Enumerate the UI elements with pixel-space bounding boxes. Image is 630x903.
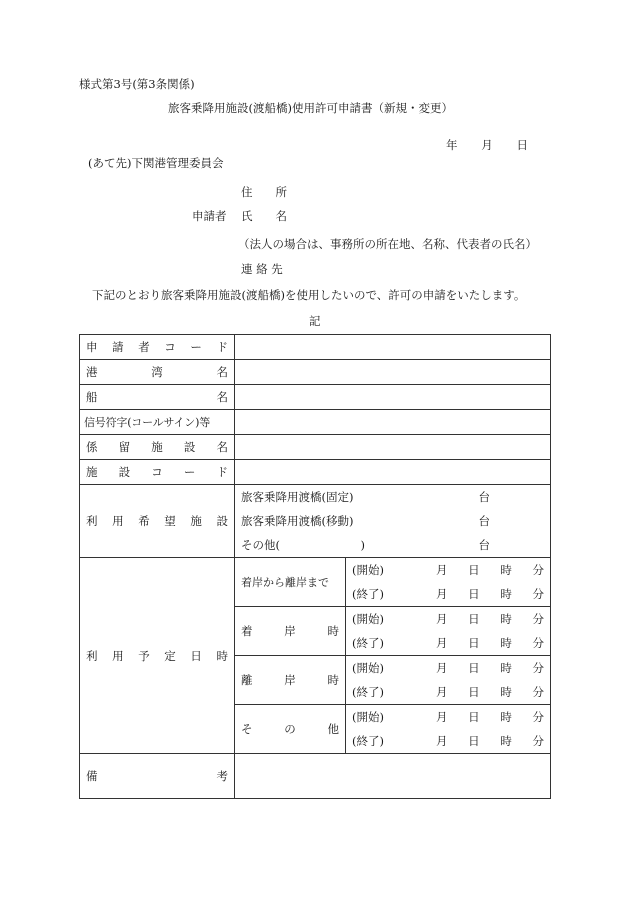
call-sign-label: 信号符字(コールサイン)等	[80, 410, 235, 435]
label-char: コ	[164, 340, 176, 354]
mooring-label	[80, 435, 235, 460]
label-char: 施	[86, 465, 98, 479]
address-label: 住 所	[241, 185, 287, 199]
label-char: 設	[118, 465, 131, 479]
date-unit: 月	[436, 636, 448, 650]
date-unit: 分	[532, 661, 544, 675]
label-char: 留	[118, 440, 131, 454]
label-char: 離	[241, 673, 253, 687]
table-row	[80, 410, 551, 435]
schedule-group-label	[235, 558, 346, 607]
label-char: 予	[138, 648, 150, 663]
label-char: 施	[190, 514, 202, 528]
remarks-label	[80, 754, 235, 799]
schedule-row	[235, 705, 550, 730]
form-number: 様式第3号(第3条関係)	[79, 77, 195, 91]
date-unit: 月	[436, 563, 448, 577]
label-char: 時	[216, 648, 228, 663]
desired-facility-label	[80, 485, 235, 558]
applicant-role-label: 申請者	[192, 209, 227, 223]
start-row[interactable]	[346, 656, 550, 681]
schedule-row	[235, 607, 550, 632]
label-char: ド	[216, 340, 228, 354]
end-label: (終了)	[352, 587, 384, 601]
facility-option-row	[235, 485, 550, 509]
form-title: 旅客乗降用施設(渡船橋)使用許可申請書（新規・変更）	[168, 101, 453, 115]
label-char: 定	[164, 648, 176, 663]
month-label: 月	[481, 138, 493, 152]
label-char: ー	[190, 340, 202, 354]
end-row[interactable]	[346, 582, 550, 607]
label-char: 考	[216, 769, 228, 783]
start-row[interactable]	[346, 558, 550, 582]
date-unit: 分	[532, 587, 544, 601]
date-unit: 時	[500, 636, 512, 650]
label-char: 利	[86, 514, 98, 528]
schedule-label	[80, 558, 235, 754]
date-unit: 日	[468, 612, 480, 626]
table-row	[80, 558, 551, 754]
label-char: 申	[86, 340, 98, 354]
facility-code-field[interactable]	[235, 460, 551, 485]
table-row	[80, 485, 551, 558]
date-unit: 時	[500, 734, 512, 748]
schedule-cell	[235, 558, 551, 754]
date-unit: 月	[436, 612, 448, 626]
facility-option-name: その他( )	[241, 538, 365, 552]
schedule-group-label	[235, 607, 346, 656]
facility-option-unit[interactable]: 台	[478, 538, 490, 552]
label-char: 望	[164, 514, 176, 528]
label-char: 岸	[284, 624, 296, 638]
year-label: 年	[446, 138, 458, 152]
date-unit: 月	[436, 734, 448, 748]
name-label: 氏 名	[241, 209, 287, 223]
table-row	[80, 335, 551, 360]
schedule-groups	[235, 558, 550, 753]
facility-option-name: 旅客乗降用渡橋(固定)	[241, 490, 354, 504]
corp-note: （法人の場合は、事務所の所在地、名称、代表者の氏名）	[238, 237, 537, 251]
date-unit: 月	[436, 661, 448, 675]
label-char: 日	[190, 648, 202, 663]
label-char: そ	[241, 722, 253, 736]
mooring-field[interactable]	[235, 435, 551, 460]
date-unit: 分	[532, 685, 544, 699]
date-unit: 時	[500, 587, 512, 601]
label-char: 湾	[151, 365, 163, 379]
addressee: (あて先)下関港管理委員会	[88, 156, 224, 170]
date-unit: 月	[436, 587, 448, 601]
date-unit: 時	[500, 612, 512, 626]
start-row[interactable]	[346, 607, 550, 632]
label-char: 希	[138, 514, 150, 528]
label-char: 設	[183, 440, 196, 454]
end-row[interactable]	[346, 729, 550, 753]
label-char: コ	[151, 465, 163, 479]
label-char: 名	[216, 365, 228, 379]
date-unit: 日	[468, 587, 480, 601]
date-unit: 日	[468, 734, 480, 748]
call-sign-field[interactable]	[235, 410, 551, 435]
table-row	[80, 754, 551, 799]
table-row	[80, 460, 551, 485]
date-unit: 日	[468, 685, 480, 699]
remarks-field[interactable]	[235, 754, 551, 799]
label-char: 設	[216, 514, 228, 528]
label-char: 岸	[284, 673, 296, 687]
facility-options	[235, 485, 550, 557]
label-char: 名	[216, 440, 228, 454]
end-label: (終了)	[352, 734, 384, 748]
facility-options-cell	[235, 485, 551, 558]
start-label: (開始)	[352, 563, 384, 577]
label-char: 者	[138, 340, 150, 354]
date-unit: 分	[532, 612, 544, 626]
start-label: (開始)	[352, 710, 384, 724]
end-label: (終了)	[352, 685, 384, 699]
ship-name-label	[80, 385, 235, 410]
intro-text: 下記のとおり旅客乗降用施設(渡船橋)を使用したいので、許可の申請をいたします。	[92, 288, 526, 302]
start-row[interactable]	[346, 705, 550, 730]
date-unit: 日	[468, 661, 480, 675]
label-char: 施	[151, 440, 163, 454]
facility-option-unit[interactable]: 台	[478, 514, 490, 528]
facility-option-row	[235, 509, 550, 533]
start-label: (開始)	[352, 612, 384, 626]
date-unit: 時	[500, 685, 512, 699]
contact-label: 連 絡 先	[241, 262, 283, 276]
end-row[interactable]	[346, 631, 550, 656]
schedule-row	[235, 558, 550, 582]
label-char: 港	[86, 365, 98, 379]
schedule-group-label	[235, 705, 346, 754]
facility-code-label	[80, 460, 235, 485]
label-char: 時	[327, 673, 339, 687]
date-unit: 月	[436, 710, 448, 724]
date-unit: 時	[500, 661, 512, 675]
label-char: ド	[216, 465, 228, 479]
applicant-code-field[interactable]	[235, 335, 551, 360]
label-char: 請	[112, 340, 124, 354]
date-unit: 分	[532, 734, 544, 748]
schedule-row	[235, 656, 550, 681]
date-unit: 日	[468, 710, 480, 724]
date-unit: 月	[436, 685, 448, 699]
label-char: ー	[183, 465, 196, 479]
ship-name-field[interactable]	[235, 385, 551, 410]
date-unit: 時	[500, 710, 512, 724]
label-char: 利	[86, 648, 98, 663]
label-char: 着	[241, 624, 253, 638]
ki-heading: 記	[309, 314, 321, 328]
schedule-group-label	[235, 656, 346, 705]
label-char: 備	[86, 769, 98, 783]
applicant-code-label	[80, 335, 235, 360]
label-char: 着岸から離岸まで	[241, 576, 329, 589]
table-row	[80, 360, 551, 385]
date-unit: 分	[532, 563, 544, 577]
start-label: (開始)	[352, 661, 384, 675]
end-label: (終了)	[352, 636, 384, 650]
date-unit: 日	[468, 636, 480, 650]
label-char: 名	[216, 390, 228, 404]
date-unit: 分	[532, 636, 544, 650]
day-label: 日	[516, 138, 528, 152]
label-char: の	[284, 722, 296, 736]
date-line	[446, 137, 528, 153]
label-char: 用	[112, 514, 124, 528]
label-char: 時	[327, 624, 339, 638]
port-name-field[interactable]	[235, 360, 551, 385]
label-char: 係	[86, 440, 98, 454]
table-row	[80, 385, 551, 410]
date-unit: 分	[532, 710, 544, 724]
port-name-label	[80, 360, 235, 385]
label-char: 他	[327, 722, 339, 736]
date-unit: 日	[468, 563, 480, 577]
label-char: 用	[112, 648, 124, 663]
date-unit: 時	[500, 563, 512, 577]
application-table	[79, 334, 551, 799]
facility-option-unit[interactable]: 台	[478, 490, 490, 504]
label-char: 船	[86, 390, 98, 404]
end-row[interactable]	[346, 680, 550, 705]
table-row	[80, 435, 551, 460]
facility-option-row	[235, 533, 550, 557]
facility-option-name: 旅客乗降用渡橋(移動)	[241, 514, 354, 528]
